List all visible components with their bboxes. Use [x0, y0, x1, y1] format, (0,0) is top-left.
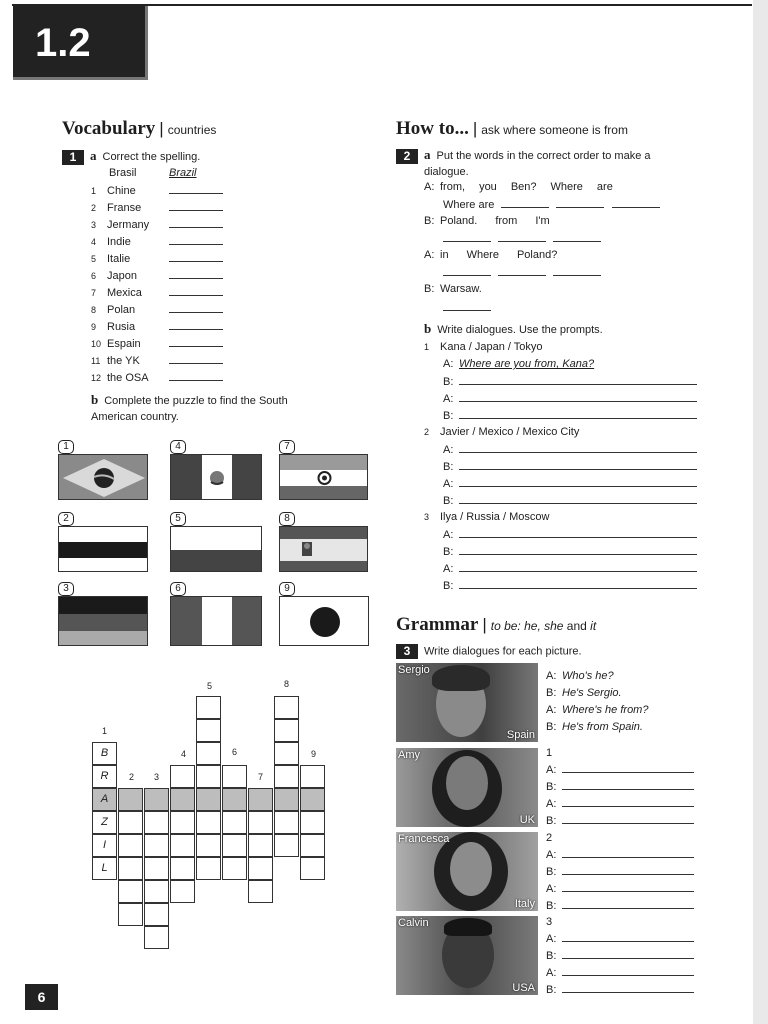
- answer-blank[interactable]: [553, 266, 601, 276]
- answer-line[interactable]: [562, 814, 694, 824]
- answer-line[interactable]: [562, 848, 694, 858]
- tricolour-flag-icon: [59, 527, 148, 572]
- crossword-cell[interactable]: [248, 880, 273, 903]
- answer-line[interactable]: [562, 780, 694, 790]
- answer-line-1: Where are: [443, 198, 660, 211]
- answer-line[interactable]: [562, 966, 694, 976]
- list-item: 1 Chine: [91, 184, 223, 201]
- vocabulary-heading: Vocabulary | countries: [62, 118, 217, 139]
- flag-label-5: 5: [170, 512, 186, 526]
- flag-label-3: 3: [58, 582, 74, 596]
- crossword-cell[interactable]: [222, 788, 247, 811]
- answer-line[interactable]: [459, 409, 697, 419]
- crossword-cell[interactable]: [222, 834, 247, 857]
- list-item: 5 Italie: [91, 252, 223, 269]
- crossword-cell[interactable]: [300, 834, 325, 857]
- exercise-1a-instruction: [62, 148, 200, 165]
- japan-flag-icon: [280, 597, 369, 646]
- crossword-cell[interactable]: [144, 880, 169, 903]
- crossword-cell[interactable]: [274, 811, 299, 834]
- crossword-cell[interactable]: [144, 857, 169, 880]
- dialogue-line: A:: [443, 443, 697, 456]
- list-item: 6 Japon: [91, 269, 223, 286]
- flag-label-6: 6: [170, 582, 186, 596]
- scrambled-line-2: B: Poland. from I'm: [424, 215, 550, 227]
- crossword-cell[interactable]: [274, 719, 299, 742]
- dialogue-line: A: Where are you from, Kana?: [443, 358, 595, 370]
- example-answer: Where are you from, Kana?: [459, 358, 595, 370]
- vocabulary-topic: countries: [167, 123, 217, 137]
- crossword-cell[interactable]: [196, 765, 221, 788]
- answer-blank[interactable]: [556, 198, 604, 208]
- crossword-cell[interactable]: [118, 834, 143, 857]
- answer-line[interactable]: [459, 528, 697, 538]
- crossword-cell[interactable]: [196, 742, 221, 765]
- crossword-cell[interactable]: [144, 811, 169, 834]
- exercise-number-1: 1: [62, 150, 84, 165]
- japan-flag: [279, 596, 369, 646]
- poland-flag-icon: [171, 527, 262, 572]
- dialogue-line: B:: [443, 494, 697, 507]
- howto-topic: ask where someone is from: [481, 123, 628, 137]
- list-item: 11 the YK: [91, 354, 223, 371]
- crossword-cell[interactable]: [170, 811, 195, 834]
- photo-francesca: [396, 832, 538, 911]
- answer-line[interactable]: [459, 545, 697, 555]
- example-answer: Brazil: [169, 167, 197, 179]
- mexico-flag: [170, 454, 262, 500]
- answer-line[interactable]: [169, 371, 223, 381]
- crossword-cell[interactable]: [170, 880, 195, 903]
- answer-line[interactable]: [562, 899, 694, 909]
- crossword-cell[interactable]: [248, 834, 273, 857]
- photo-country: USA: [512, 982, 535, 994]
- crossword-cell[interactable]: [248, 857, 273, 880]
- grammar-title: Grammar: [396, 614, 479, 635]
- photo-country: UK: [519, 814, 535, 826]
- dialogue-line: B:: [443, 375, 697, 388]
- howto-title: How to...: [396, 118, 469, 139]
- flag-label-4: 4: [170, 440, 186, 454]
- crossword-cell[interactable]: [144, 788, 169, 811]
- answer-line[interactable]: [562, 882, 694, 892]
- spain-flag: [279, 526, 368, 572]
- spelling-example: [109, 167, 197, 179]
- italy-flag-icon: [171, 597, 262, 646]
- crossword-cell[interactable]: [274, 742, 299, 765]
- crossword-cell[interactable]: [196, 788, 221, 811]
- answer-line[interactable]: [459, 477, 697, 487]
- mexico-flag-icon: [171, 455, 262, 500]
- crossword-cell[interactable]: [222, 857, 247, 880]
- crossword-cell[interactable]: [170, 765, 195, 788]
- answer-line[interactable]: [169, 252, 223, 262]
- dialogue-line: A:: [443, 477, 697, 490]
- flag-label-1: 1: [58, 440, 74, 454]
- crossword-cell[interactable]: [274, 765, 299, 788]
- crossword-cell[interactable]: Z: [92, 811, 117, 834]
- howto-heading: How to... | ask where someone is from: [396, 118, 628, 139]
- sub-letter-b: b: [424, 321, 432, 336]
- crossword-number-8: 8: [284, 679, 290, 689]
- crossword-cell[interactable]: [118, 788, 143, 811]
- answer-line-4: [443, 301, 491, 314]
- crossword-number-1: 1: [102, 726, 108, 736]
- flag-label-7: 7: [279, 440, 295, 454]
- germany-flag: [58, 596, 148, 646]
- india-flag: [279, 454, 368, 500]
- answer-line[interactable]: [562, 763, 694, 773]
- answer-line[interactable]: [562, 932, 694, 942]
- prompt-2: 2 Javier / Mexico / Mexico City: [424, 426, 580, 438]
- spelling-list: [91, 184, 223, 388]
- dialogue-2: 2 A: B: A: B:: [546, 830, 694, 915]
- answer-line[interactable]: [169, 269, 223, 279]
- answer-line[interactable]: [169, 354, 223, 364]
- dialogue-line: A:: [443, 392, 697, 405]
- crossword-cell[interactable]: R: [92, 765, 117, 788]
- answer-blank[interactable]: [443, 232, 491, 242]
- crossword-cell[interactable]: [196, 696, 221, 719]
- crossword-cell[interactable]: B: [92, 742, 117, 765]
- photo-country: Italy: [514, 898, 535, 910]
- exercise-2b-instruction: b Write dialogues. Use the prompts.: [424, 321, 603, 336]
- scrambled-line-1: A: from, you Ben? Where are: [424, 181, 613, 193]
- sub-letter-b: b: [91, 392, 99, 407]
- example-dialogue: A: Who's he? B: He's Sergio. A: Where's he from? B: He's from Spain.: [546, 670, 649, 733]
- answer-blank[interactable]: [612, 198, 660, 208]
- poland-flag: [170, 526, 262, 572]
- answer-line[interactable]: [459, 375, 697, 385]
- crossword-cell[interactable]: [196, 857, 221, 880]
- page-edge: [753, 0, 768, 1024]
- answer-line[interactable]: [169, 303, 223, 313]
- scrambled-line-4: B: Warsaw.: [424, 283, 482, 295]
- crossword-cell[interactable]: [222, 765, 247, 788]
- crossword-cell[interactable]: [300, 788, 325, 811]
- germany-flag-icon: [59, 597, 148, 646]
- answer-blank[interactable]: [553, 232, 601, 242]
- crossword-cell[interactable]: [118, 857, 143, 880]
- dialogue-line: B:: [443, 579, 697, 592]
- answer-line[interactable]: [562, 949, 694, 959]
- exercise-number-3: 3: [396, 644, 418, 659]
- list-item: 2 Franse: [91, 201, 223, 218]
- list-item: 4 Indie: [91, 235, 223, 252]
- exercise-1b-instruction: b Complete the puzzle to find the South American country.: [91, 392, 288, 423]
- hair-shape: [444, 918, 492, 936]
- dialogue-line: A:: [443, 528, 697, 541]
- crossword-cell[interactable]: [118, 811, 143, 834]
- answer-line[interactable]: [169, 235, 223, 245]
- crossword-cell[interactable]: A: [92, 788, 117, 811]
- crossword-cell[interactable]: [196, 719, 221, 742]
- answer-line[interactable]: [459, 443, 697, 453]
- flag-label-2: 2: [58, 512, 74, 526]
- answer-line[interactable]: [459, 460, 697, 470]
- sub-letter-a: a: [424, 147, 431, 162]
- answer-line[interactable]: [562, 797, 694, 807]
- photo-country: Spain: [506, 729, 535, 741]
- photo-calvin: [396, 916, 538, 995]
- exercise-number-2: 2: [396, 149, 418, 164]
- crossword-cell[interactable]: [144, 926, 169, 949]
- answer-line[interactable]: [459, 494, 697, 504]
- hair-shape: [432, 665, 490, 691]
- crossword-number-5: 5: [207, 681, 213, 691]
- crossword-cell[interactable]: [274, 696, 299, 719]
- list-item: 7 Mexica: [91, 286, 223, 303]
- photo-name: Amy: [398, 749, 420, 761]
- crossword-cell[interactable]: [170, 788, 195, 811]
- crossword-cell[interactable]: [144, 834, 169, 857]
- face-shape: [446, 756, 488, 810]
- crossword-cell[interactable]: [300, 765, 325, 788]
- photo-amy: [396, 748, 538, 827]
- answer-line-2: [443, 232, 601, 245]
- flag-label-9: 9: [279, 582, 295, 596]
- dialogue-line: B:: [443, 460, 697, 473]
- answer-line[interactable]: [169, 218, 223, 228]
- answer-line-3: [443, 266, 601, 279]
- answer-line[interactable]: [169, 286, 223, 296]
- photo-name: Sergio: [398, 664, 430, 676]
- exercise-3-instruction: 3 Write dialogues for each picture.: [396, 644, 582, 659]
- prompt-1: 1 Kana / Japan / Tokyo: [424, 341, 543, 353]
- answer-blank[interactable]: [498, 232, 546, 242]
- crossword-cell[interactable]: I: [92, 834, 117, 857]
- flag-label-8: 8: [279, 512, 295, 526]
- dialogue-3: 3 A: B: A: B:: [546, 914, 694, 999]
- crossword-cell[interactable]: [144, 903, 169, 926]
- grammar-heading: Grammar | to be: he, she and it: [396, 614, 597, 635]
- dialogue-line: B:: [443, 409, 697, 422]
- dialogue-1: 1 A: B: A: B:: [546, 745, 694, 830]
- crossword-cell[interactable]: [248, 811, 273, 834]
- crossword-cell[interactable]: [274, 834, 299, 857]
- crossword-cell[interactable]: [274, 788, 299, 811]
- face-shape: [450, 842, 492, 896]
- crossword-cell[interactable]: [248, 788, 273, 811]
- italy-flag: [170, 596, 262, 646]
- crossword-cell[interactable]: [300, 857, 325, 880]
- crossword-cell[interactable]: [300, 811, 325, 834]
- instruction-text: Correct the spelling.: [102, 151, 201, 163]
- answer-line[interactable]: [459, 562, 697, 572]
- page-number: 6: [25, 984, 58, 1010]
- dialogue-line: B:: [443, 545, 697, 558]
- brazil-flag-icon: [59, 455, 148, 500]
- photo-sergio: [396, 663, 538, 742]
- crossword-cell[interactable]: [118, 903, 143, 926]
- list-item: 10 Espain: [91, 337, 223, 354]
- answer-line[interactable]: [169, 320, 223, 330]
- answer-line[interactable]: [169, 184, 223, 194]
- crossword-number-7: 7: [258, 772, 264, 782]
- answer-blank[interactable]: [501, 198, 549, 208]
- sub-letter-a: a: [90, 148, 97, 163]
- crossword-cell[interactable]: [170, 857, 195, 880]
- crossword-number-9: 9: [311, 749, 317, 759]
- spain-flag-icon: [280, 527, 368, 572]
- crossword-number-3: 3: [154, 772, 160, 782]
- crossword-number-4: 4: [181, 749, 187, 759]
- exercise-2a-instruction: 2 a Put the words in the correct order to make a dialogue.: [396, 147, 651, 180]
- answer-line[interactable]: [562, 983, 694, 993]
- india-flag-icon: [280, 455, 368, 500]
- answer-line[interactable]: [459, 579, 697, 589]
- crossword-number-6: 6: [232, 747, 238, 757]
- list-item: 8 Polan: [91, 303, 223, 320]
- answer-line[interactable]: [169, 337, 223, 347]
- answer-line[interactable]: [562, 865, 694, 875]
- scrambled-line-3: A: in Where Poland?: [424, 249, 558, 261]
- dialogue-line: A:: [443, 562, 697, 575]
- brazil-flag: [58, 454, 148, 500]
- answer-blank[interactable]: [443, 301, 491, 311]
- answer-blank[interactable]: [443, 266, 491, 276]
- photo-name: Calvin: [398, 917, 429, 929]
- list-item: 12 the OSA: [91, 371, 223, 388]
- answer-blank[interactable]: [498, 266, 546, 276]
- crossword-cell[interactable]: [196, 811, 221, 834]
- crossword-cell[interactable]: [196, 834, 221, 857]
- photo-name: Francesca: [398, 833, 450, 845]
- crossword-cell[interactable]: [170, 834, 195, 857]
- crossword-cell[interactable]: L: [92, 857, 117, 880]
- list-item: 3 Jermany: [91, 218, 223, 235]
- unit-number: 1.2: [13, 6, 148, 80]
- answer-line[interactable]: [169, 201, 223, 211]
- prompt-3: 3 Ilya / Russia / Moscow: [424, 511, 550, 523]
- crossword-number-2: 2: [129, 772, 135, 782]
- list-item: 9 Rusia: [91, 320, 223, 337]
- answer-line[interactable]: [459, 392, 697, 402]
- crossword-cell[interactable]: [118, 880, 143, 903]
- example-word: Brasil: [109, 167, 137, 179]
- crossword-cell[interactable]: [222, 811, 247, 834]
- germany-like-flag: [58, 526, 148, 572]
- vocabulary-title: Vocabulary: [62, 118, 156, 139]
